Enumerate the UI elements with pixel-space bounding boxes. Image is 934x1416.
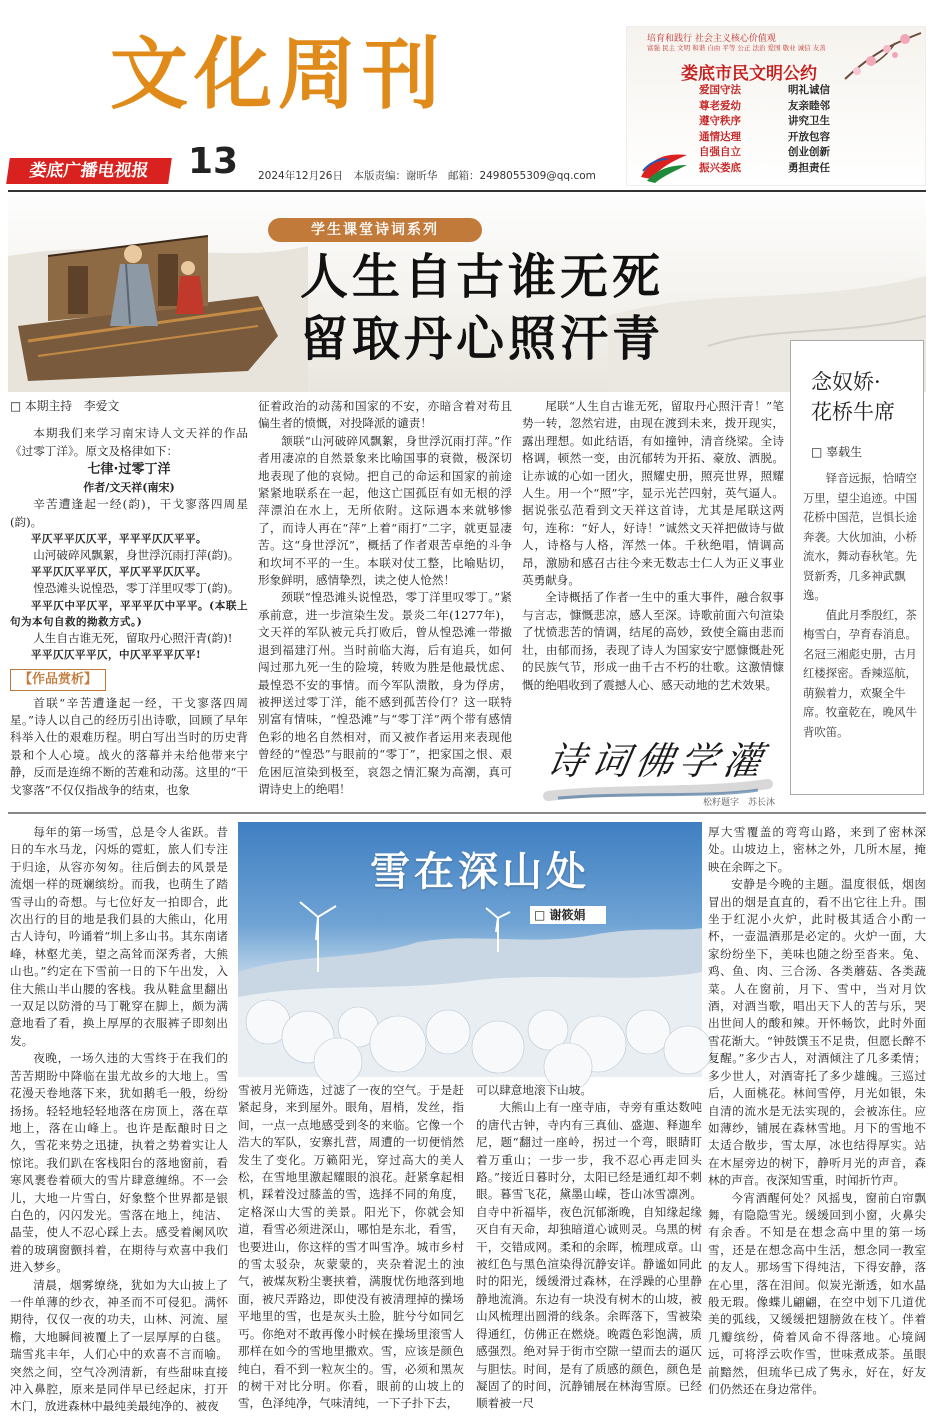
calligraphy-artwork	[528, 718, 783, 808]
convention-item: 明礼诚信	[788, 84, 830, 96]
ci-poem-title	[811, 367, 895, 427]
tone-pattern: 平平仄仄平平仄，平仄平平仄仄平。	[31, 566, 207, 579]
civic-convention-box	[626, 26, 926, 186]
essay-title: 雪在深山处	[370, 849, 590, 895]
article-column-1	[10, 398, 248, 808]
paragraph: 颔联“山河破碎风飘絮，身世浮沉雨打萍。”作者用凄凉的自然景象来比喻国事的衰微，极深切地表现了他的哀恸。把自己的命运和国家的前途紧紧地联系在一起，他这亡国孤臣有如无根的浮萍漂泊在水上，无所依附。这际遇本来就够惨了，而诗人再在“萍”上着“雨打”二字，就更显凄苦。这“身世浮沉”，概括了作者艰苦卓绝的斗争和坎坷不平的一生。本联对仗工整，比喻贴切，形象鲜明，感情挚烈，读之使人怆然！	[258, 433, 512, 588]
paragraph: 夜晚，一场久违的大雪终于在我们的苦苦期盼中降临在蚩尤故乡的大地上。雪花漫天卷地落下来，犹如鹅毛一般，纷纷扬扬。轻轻地轻轻地落在房顶上，落在草地上，落在山峰上。也许是酝酿时日之久，雪花来势之迅捷，执着之势着实让人惊诧。我们趴在客栈阳台的落地窗前，看寒风裹卷着硕大的雪片肆意缠绵。不一会儿，大地一片雪白，好象整个世界都是银白色的，闪闪发光。雪落在地上，纯洁、晶莹，使人不忍心踩上去。感受着阑风吹着的玻璃窗颤抖着，在期待与欢喜中我们进入梦乡。	[10, 1051, 228, 1275]
convention-values: 富强 民主 文明 和谐 自由 平等 公正 法治 爱国 敬业 诚信 友善	[647, 44, 826, 52]
section-divider	[8, 812, 926, 814]
ci-poem-body	[803, 469, 917, 742]
poem-title: 七律·过零丁洋	[87, 462, 171, 478]
poem-author: 作者/文天祥(南宋)	[83, 481, 175, 495]
dateline: 2024年12月26日 本版责编：谢昕华 邮箱：2498055309@qq.com	[258, 170, 596, 182]
convention-item: 尊老爱幼	[699, 99, 741, 112]
paragraph: 大熊山上有一座寺庙，寺旁有重达数吨的唐代古钟，寺内有三真仙、盛迦、释迦牟尼，题“翻过一座岭，拐过一个弯，眼睛盯着万重山；一步一步，我不忍心再走回头路。”接近日暮时分，太阳已经是通红却不刺眼。暮雪飞花，黛墨山嵘，苍山冰雪凛冽。自寺中祈福毕，夜色沉郁渐晚，自知缘起缘灭自有天命，却独暗道心诚则灵。乌黑的树干，交错成网。柔和的余晖，梳理成章。山被红色与黑色渲染得沉静安详。静谧如同此时的阳光，缓缓滑过森林，在浮躁的心里静静地流淌。东边有一块没有树木的山坡，被山风梳理出圆滑的线条。余晖落下，雪被染得通红，仿佛正在燃烧。晚霞色彩饱满，质感强烈。绝对异于街市空隙一望而去的逼仄与胆怯。时间，是有了质感的颜色，颜色是凝固了的时间，沉静铺展在林海雪原。已经顺着被一尺	[476, 1100, 702, 1411]
tone-pattern: 平仄平平仄仄平，平平平仄仄平平。	[31, 533, 207, 546]
paragraph: 征着政治的动荡和国家的不安，亦暗含着对苟且偏生者的愤慨，对投降派的谴责！	[258, 399, 512, 431]
article-column-3	[522, 398, 784, 718]
convention-items	[699, 83, 869, 175]
poem-line: 人生自古谁无死，留取丹心照汗青(韵)!	[33, 630, 233, 645]
masthead-title: 文化周刊	[110, 30, 447, 120]
paragraph: 尾联“人生自古谁无死，留取丹心照汗青！”笔势一转，忽然宕进，由现在渡到未来，拨开现实，露出理想。如此结语，有如撞钟，清音绕梁。全诗格调，顿然一变，由沉郁转为开拓、豪放、洒脱。让赤诚的心如一团火，照耀史册，照亮世界，照耀人生。用一个“照”字，显示光芒四射，英气逼人。据说张弘范看到文天祥这首诗，尤其是尾联这两句，连称：“好人，好诗！”诚然文天祥把做诗与做人，诗格与人格，浑然一体。千秋绝唱，情调高昂，激励和感召古往今来无数志士仁人为正义事业英勇献身。	[522, 399, 784, 588]
paper-name-badge: 娄底广播电视报	[6, 158, 172, 184]
tone-pattern: 平平仄中平仄平，平平平仄中平平。(本联上句为本句自救的拗救方式。)	[10, 599, 248, 628]
appraisal-heading: 【作品赏析】	[10, 669, 106, 690]
headline-line2: 留取丹心照汗青	[300, 311, 665, 367]
header-rule	[8, 190, 926, 192]
essay-author: □ 谢筱娟	[530, 906, 606, 924]
host-byline: □ 本期主持 李爱文	[10, 399, 120, 413]
paragraph: 颈联“惶恐滩头说惶恐，零丁洋里叹零丁。”紧承前意，进一步渲染生发。景炎二年(1277年)，文天祥的军队被元兵打败后，曾从惶恐滩一带撤退到福建汀州。当时前临大海，后有追兵，如何闯过那九死一生的险境，转败为胜是他最忧虑、最惶恐不安的事情。而今军队溃散，身为俘虏，被押送过零丁洋，能不感到孤苦伶仃？这一联特别富有情味，“惶恐滩”与“零丁洋”两个带有感情色彩的地名自然相对，而又被作者运用来表现他曾经的“惶恐”与眼前的“零丁”，把家国之恨、艰危困厄渲染到极至，哀怨之情汇聚为高潮，真可谓诗史上的绝唱！	[258, 590, 512, 796]
poem-line: 惶恐滩头说惶恐，零丁洋里叹零丁(韵)。	[33, 581, 240, 596]
convention-item: 通情达理	[699, 130, 741, 143]
ci-stanza: 铎音远振，恰晴空万里，望尘追迹。中国花桥中国范，岂惧长途奔袭。大伙加油，小桥流水，舞动春秋笔。先贤新秀，几多神武飘逸。	[803, 471, 917, 602]
convention-item: 创业创新	[788, 146, 830, 158]
ci-title-line: 念奴娇·	[811, 370, 881, 394]
essay-column-3	[476, 1082, 702, 1411]
appraisal-paragraph: 首联“辛苦遭逢起一经，干戈寥落四周星。”诗人以自己的经历引出诗歌，回顾了早年科举入仕的艰难历程。明白写出当时的历史背景和个人心境。战火的落幕并未给他带来宁静，反而是连绵不断的苦难和动荡。这里的“干戈寥落”不仅仅指战争的结束，也象	[10, 695, 248, 797]
convention-title: 娄底市民文明公约	[681, 64, 817, 84]
series-tag: 学生课堂诗词系列	[268, 218, 482, 242]
convention-item: 自强自立	[699, 146, 741, 158]
convention-item: 友亲睦邻	[788, 99, 830, 112]
essay-column-4	[708, 824, 926, 1396]
paragraph: 可以肆意地滚下山坡。	[476, 1083, 592, 1097]
paragraph: 清晨，烟雾缭绕，犹如为大山披上了一件单薄的纱衣，神圣而不可侵犯。满怀期待，仅仅一夜的功夫，山林、河流、屋檐，大地瞬间被覆上了一层厚厚的白毯。瑞雪兆丰年，人们心中的欢喜不言而喻。突然之间，空气冷冽清新，有些甜味直接冲入鼻腔，原来是同伴早已经起床，打开木门，放进森林中最纯美最纯净的、被夜	[10, 1277, 228, 1414]
ci-poem-box	[790, 340, 924, 795]
convention-item: 讲究卫生	[788, 115, 830, 127]
convention-item: 勇担责任	[788, 161, 830, 174]
convention-item: 振兴娄底	[699, 161, 741, 174]
headline-line1: 人生自古谁无死	[300, 249, 665, 305]
plum-blossom-icon	[835, 29, 921, 89]
calligraphy-caption: 松籽题字 苏长沐	[702, 798, 775, 808]
calligraphy-text: 诗词佛学灌	[543, 739, 772, 783]
paragraph: 安静是今晚的主题。温度很低，烟囱冒出的烟是直直的，看不出它往上升。围坐于红泥小火炉，此时极其适合小酌一杯，一壶温酒那是必定的。火炉一面，大家纷纷坐下，美味也随之纷至沓来。兔、鸡、鱼、肉、三合汤、各类蘑菇、各类蔬菜。人在窗前，月下、雪中，当对月饮酒，对酒当歌，唱出天下人的苦与乐，哭出世间人的酸和辣。开怀畅饮，此时外面雪花渐大。“钟鼓馔玉不足贵，但愿长醉不复醒。”多少古人，对酒倾注了几多柔情；多少世人，对酒寄托了多少雄魄。三巡过后，人面桃花。林间雪停，月光如银，朱自清的流水是无法实现的，会被冻住。应如薄纱，铺展在森林雪地。月下的雪地不太适合散步，雪太厚，冰也结得厚实。站在木屋旁边的树下，静听月光的声音，森林的声音。夜深知雪重，时闻折竹声。	[708, 877, 926, 1188]
ci-stanza: 值此月季殷红，茶梅雪白，孕育春消息。名冠三湘彪史册，古月红楼探密。香辣巡航，萌猴着力，欢聚全牛席。牧童乾在，晚风牛背吹笛。	[803, 607, 917, 739]
intro-paragraph: 本期我们来学习南宋诗人文天祥的作品《过零丁洋》。原文及格律如下：	[10, 426, 248, 458]
poem-line: 山河破碎风飘絮，身世浮沉雨打萍(韵)。	[33, 548, 240, 563]
paragraph: 厚大雪覆盖的弯弯山路，来到了密林深处。山坡边上，密林之外，几所木屋，掩映在余晖之下。	[708, 825, 926, 874]
page-number: 13	[188, 141, 239, 182]
paragraph: 今宵酒醒何处？风摇曳，窗前白帘飘舞，有隐隐雪光。缓缓回到小窗，火鼻尖有余香。不知是在想念高中里的第一场雪，还是在想念高中生活，想念同一教室的友人。那场雪下得纯洁，下得安静，落在心里，落在泪间。似炭光渐透，如水晶般无瑕。像蝶儿翩翩，在空中划下几道优美的弧线，又缓缓把翅膀敛在枝丫。伴着几瓣缤纷，倚着风命不得落地。心境阔远，可将浮云吹作雪，世味煮成茶。虽眼前黯然，但琉华已成了隽永，好在，好友们仍然还在身边常伴。	[708, 1190, 926, 1396]
poem-line: 辛苦遭逢起一经(韵)，干戈寥落四周星(韵)。	[10, 497, 248, 529]
ci-poem-author: □ 辜载生	[811, 445, 863, 459]
essay-column-1	[10, 824, 228, 1414]
convention-item: 开放包容	[788, 130, 830, 143]
paragraph: 每年的第一场雪，总是令人雀跃。昔日的车水马龙，闪烁的霓虹，旅人们专注于归途，从容亦匆匆。往后倒去的风景是流烟一样的斑斓缤纷。而我，也萌生了踏雪寻山的奇想。与七位好友一拍即合，此次出行的目的地是我们县的大熊山，化用古人诗句，吟诵着“圳上多山书。其东南诸峰，林壑尤美，望之高耸而深秀者，大熊山也。”约定在下雪前一日的下午出发，入住大熊山半山腰的客栈。我从鞋盒里翻出一双足以防滑的马丁靴穿在脚上，颇为满意地看了看，换上厚厚的衣服裤子即刻出发。	[10, 825, 228, 1048]
convention-item: 遵守秩序	[699, 115, 741, 127]
article-column-2	[258, 398, 512, 808]
convention-item: 爱国守法	[699, 84, 741, 96]
paragraph: 全诗概括了作者一生中的重大事件，融合叙事与言志，慷慨悲凉，感人至深。诗歌前面六句渲染了忧愤悲苦的情调，结尾的高妙，致使全篇由悲而壮，由郁而扬，表现了诗人为国家安宁愿慷慨赴死的民族气节，形成一曲千古不朽的壮歌。这激情慷慨的绝唱收到了震撼人心、感天动地的艺术效果。	[522, 590, 784, 692]
ci-title-line: 花桥牛席	[811, 400, 895, 424]
essay-column-2	[238, 1082, 464, 1411]
tone-pattern: 平平仄仄平平仄，中仄平平平仄平!	[31, 649, 202, 662]
city-logo-icon	[637, 147, 691, 185]
convention-slogan: 培育和践行 社会主义核心价值观	[647, 34, 776, 44]
paragraph: 雪被月光筛选，过滤了一夜的空气。于是赶紧起身，来到屋外。眼角，眉梢，发丝，指间，一点一点地感受到冬的来临。它像一个浩大的军队，安寨扎营，周遭的一切便悄然发生了变化。万籁阳光，穿过高大的美人松，在雪地里激起耀眼的浪花。赶紧拿起相机，踩着没过膝盖的雪，选择不同的角度，定格深山大雪的美景。阳光下，你就会知道，看雪必须进深山，哪怕是东北，看雪，也要进山，你这样的雪才叫雪净。城市乡村的雪太驳杂，灰蒙蒙的，夹杂着泥土的浊气，被煤灰粉尘裹挟着，满腹忧伤地落到地面，被尺弄路边，即使没有被清理掉的操场平地里的雪，也是灰头土脸，脏兮兮如同乞丐。你绝对不敢再像小时候在操场里滚雪人那样在如今的雪地里撒欢。雪，应该是颜色纯白，看不到一粒灰尘的。雪，必须和黑灰的树干对比分明。你看，眼前的山坡上的雪，色泽纯净，气味清纯，一下子扑下去，	[238, 1083, 464, 1411]
